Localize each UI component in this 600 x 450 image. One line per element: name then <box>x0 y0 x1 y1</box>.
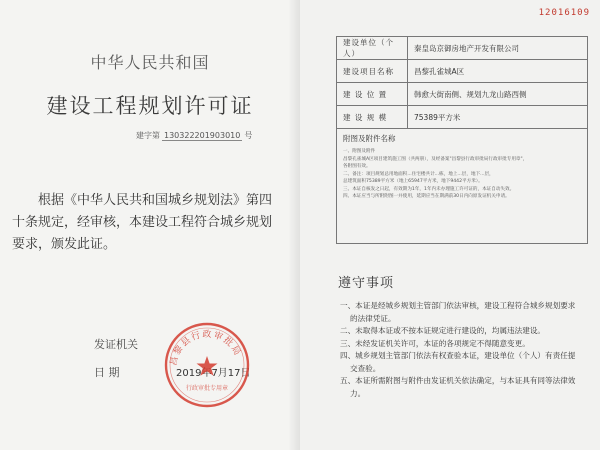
notice-item: 三、未经发证机关许可，本证的各项规定不得随意变更。 <box>340 338 530 348</box>
project-info-table <box>336 36 588 244</box>
notice-item: 五、本证所需附图与附件由发证机关依法确定，与本证具有同等法律效 <box>340 376 576 385</box>
attachment-line: 一、附图及附件 <box>343 149 376 154</box>
attachment-line: 昌黎孔雀城A区项目建筑施工图（共两册），及经备案"昌黎县行政审批局行政审批专用章"， <box>343 156 528 162</box>
row-value: 韩愈大街南侧、规划九龙山路西侧 <box>414 89 527 99</box>
serial-number: 12016109 <box>538 8 590 18</box>
date-value: 2019年7月17日 <box>176 368 251 379</box>
notice-item: 力。 <box>350 388 366 398</box>
certificate-detail-page <box>300 0 600 450</box>
country-heading: 中华人民共和国 <box>90 53 210 72</box>
row-key: 建 设 位 置 <box>337 83 408 105</box>
number-value: 130322201903010 <box>164 131 241 140</box>
attachment-line: 二、备注：项目规划总用地面积...住宅楼共计...栋，地上...层，地下...层， <box>343 171 494 177</box>
row-key: 建设项目名称 <box>337 60 408 82</box>
table-row <box>337 106 587 129</box>
official-seal-icon <box>162 320 252 410</box>
certificate-number <box>136 130 252 141</box>
notice-item: 一、本证是经城乡规划主管部门依法审核，建设工程符合城乡规划要求 <box>340 301 576 310</box>
number-suffix: 号 <box>244 131 253 140</box>
notice-list <box>340 300 590 400</box>
table-row <box>337 60 587 83</box>
notice-item: 二、未取得本证或不按本证规定进行建设的，均属违法建设。 <box>340 326 546 335</box>
svg-text:昌黎县行政审批局: 昌黎县行政审批局 <box>168 329 243 367</box>
body-paragraph: 根据《中华人民共和国城乡规划法》第四十条规定，经审核，本建设工程符合城乡规划要求，颁发此证。 <box>12 193 273 252</box>
number-prefix: 建字第 <box>136 131 160 140</box>
table-row <box>337 83 587 106</box>
issuer-label: 发证机关 <box>94 338 138 351</box>
attachment-line: 各附图有效。 <box>343 164 371 169</box>
table-row <box>337 37 587 60</box>
row-value: 秦皇岛京御房地产开发有限公司 <box>414 43 519 53</box>
attachments-title: 附图及附件名称 <box>343 134 396 143</box>
notice-item: 四、城乡规划主管部门依法有权查验本证，建设单位（个人）有责任提 <box>340 351 576 360</box>
row-key: 建 设 规 模 <box>337 106 408 128</box>
notice-item: 的法律凭证。 <box>350 313 396 323</box>
certificate-title: 建设工程规划许可证 <box>46 94 254 118</box>
attachments-section <box>337 129 587 243</box>
row-value: 昌黎孔雀城A区 <box>414 66 465 76</box>
attachment-line: 四、本证应当与所附附图一并使用，延期应当在期满前30日内向原发证机关申请。 <box>343 194 510 199</box>
notice-title: 遵守事项 <box>338 276 395 291</box>
attachment-line: 总建筑面积75389平方米（地上65947平方米，地下9442平方米）。 <box>343 179 483 184</box>
date-label: 日 期 <box>94 366 120 379</box>
svg-text:行政审批专用章: 行政审批专用章 <box>185 385 229 392</box>
row-key: 建设单位（个人） <box>337 37 408 59</box>
certificate-body <box>12 190 284 256</box>
attachment-line: 三、本证自核发之日起，有效期为1年，1年内未办理施工许可证的，本证自动失效。 <box>343 186 515 192</box>
notice-item: 交查验。 <box>350 363 381 373</box>
row-value: 75389平方米 <box>414 112 461 122</box>
